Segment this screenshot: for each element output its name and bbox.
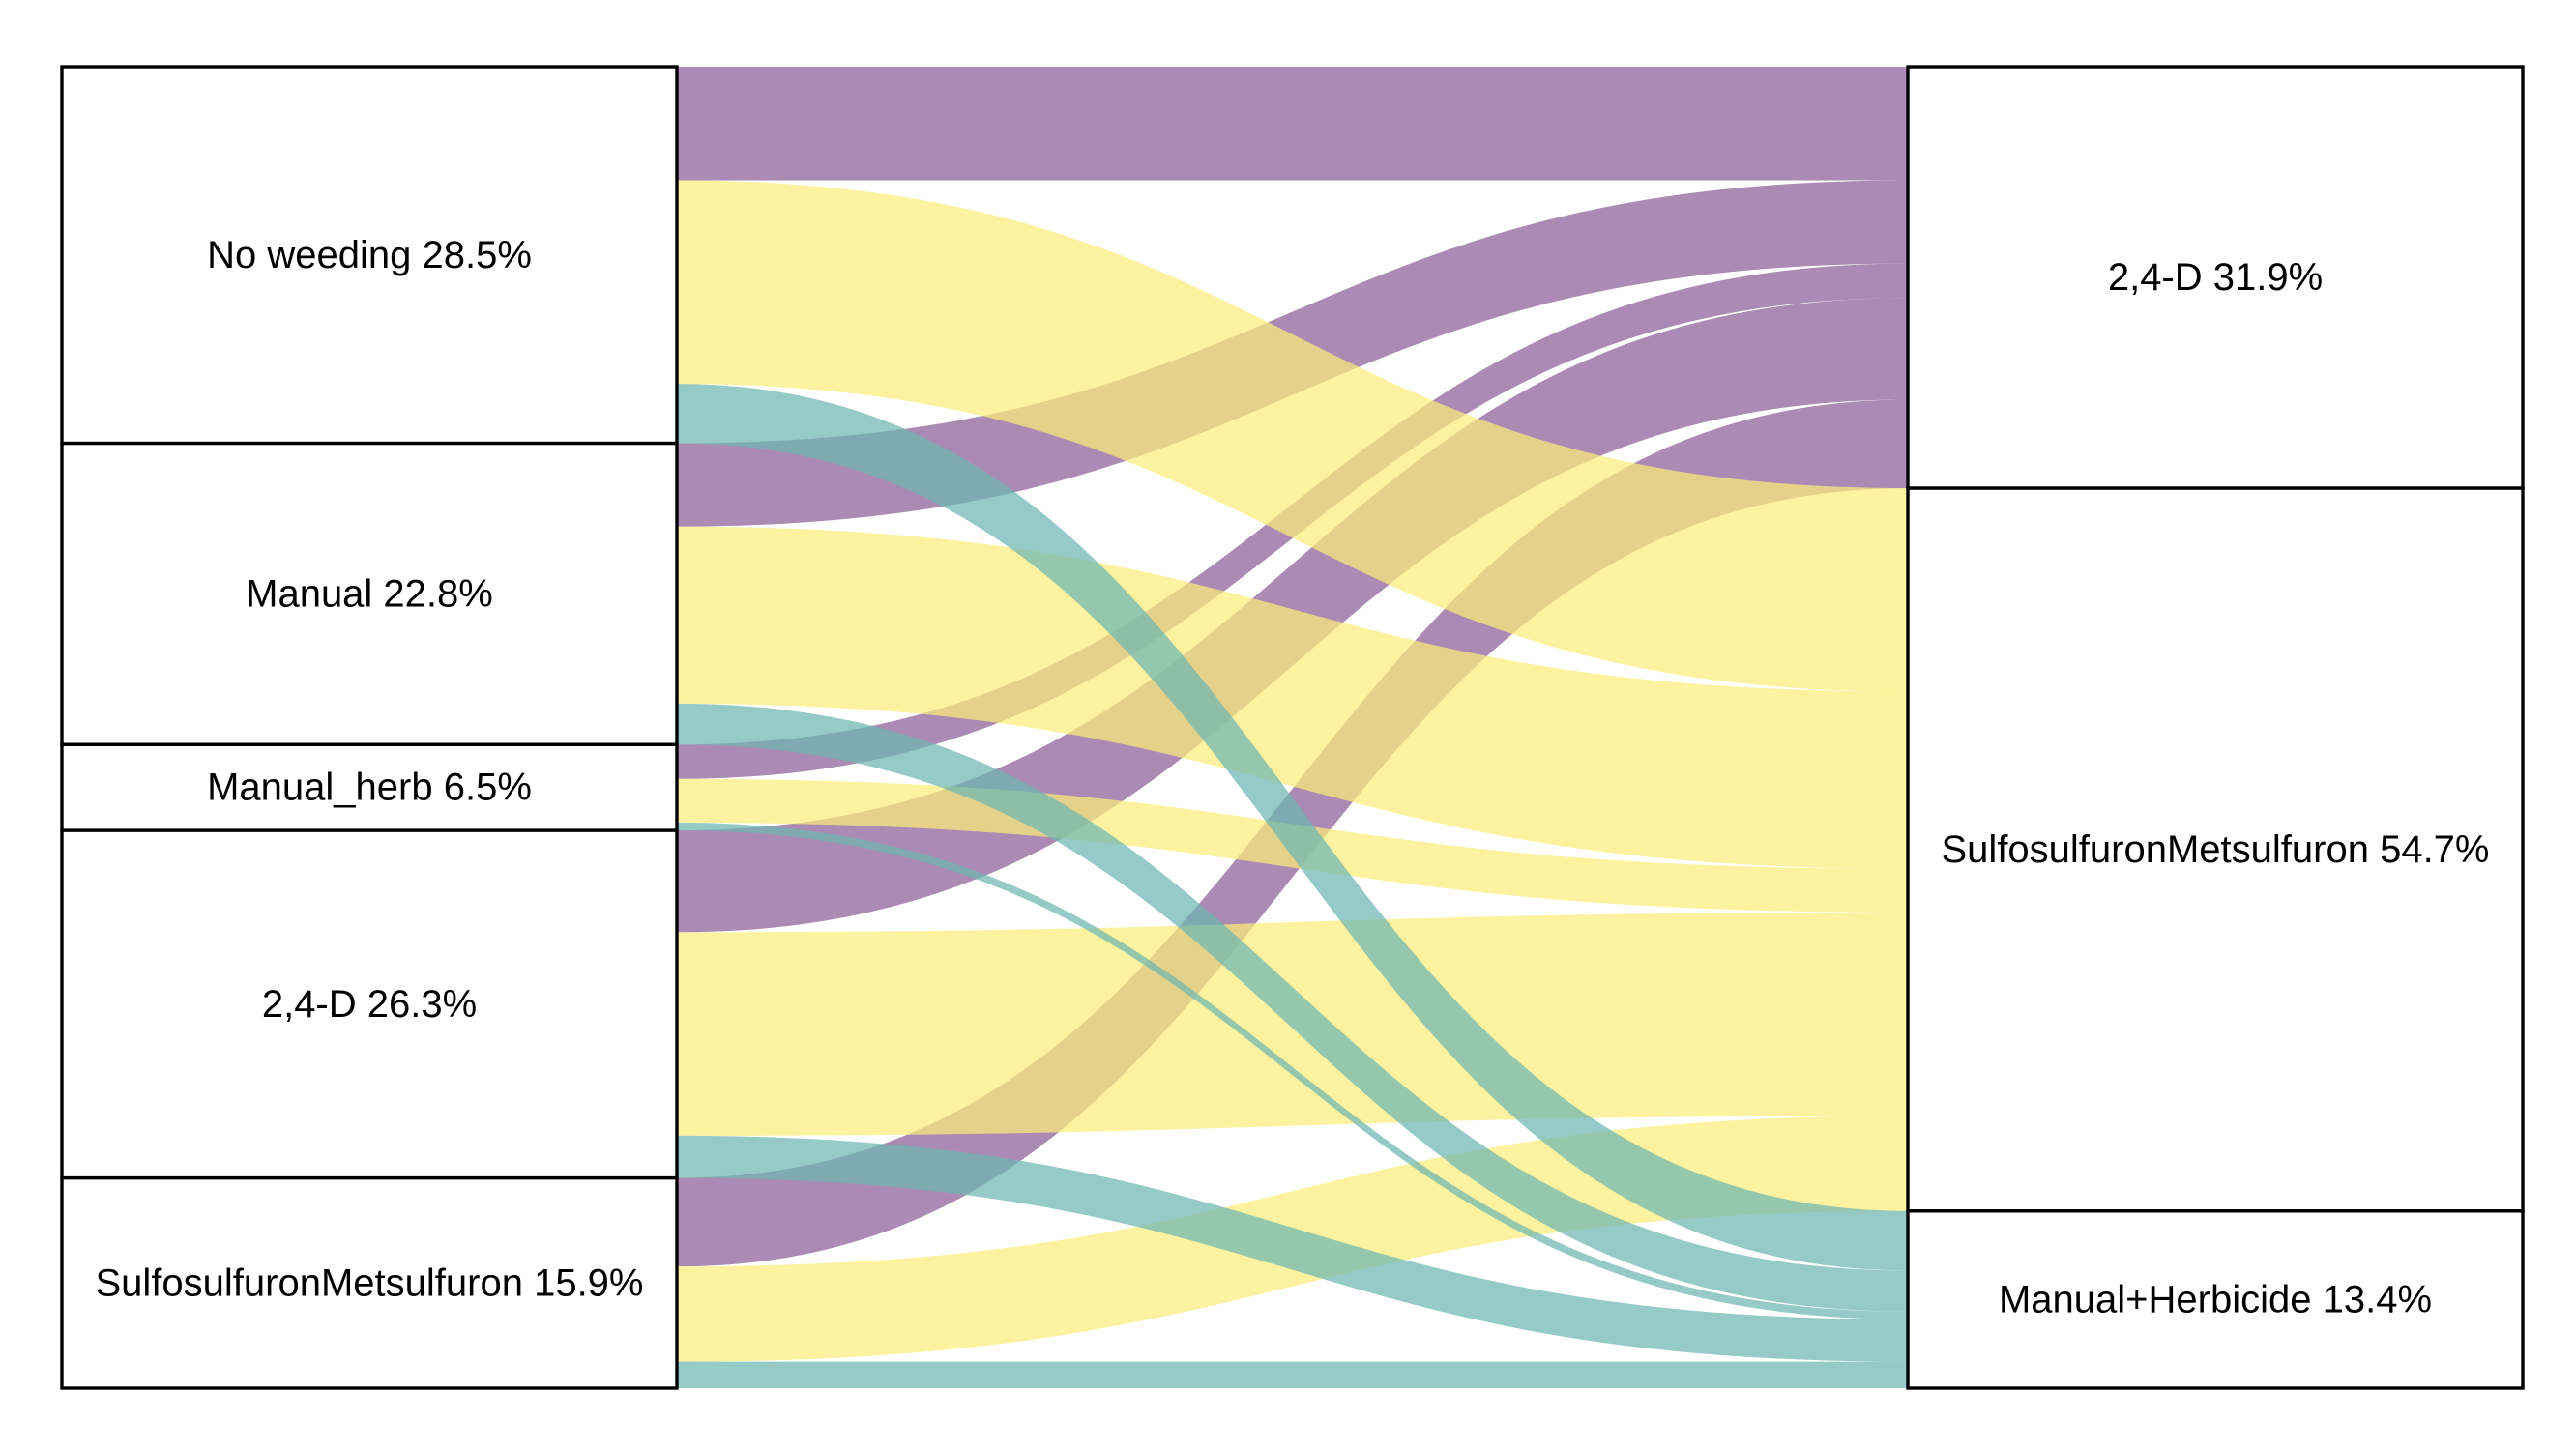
left-node-label-2-4-d: 2,4-D 26.3% bbox=[261, 982, 478, 1026]
right-node-label-manual-herbicide: Manual+Herbicide 13.4% bbox=[1998, 1278, 2433, 1321]
right-node-label-sulfosulfuronmetsulfuron: SulfosulfuronMetsulfuron 54.7% bbox=[1941, 827, 2490, 871]
flow-sulfosulfuronmetsulfuron-to-manual-herbicide bbox=[677, 1362, 1908, 1388]
right-node-label-2-4-d: 2,4-D 31.9% bbox=[2107, 256, 2324, 300]
left-node-label-manual-herb: Manual_herb 6.5% bbox=[207, 766, 532, 809]
left-node-label-sulfosulfuronmetsulfuron: SulfosulfuronMetsulfuron 15.9% bbox=[95, 1262, 644, 1305]
flows-layer bbox=[677, 67, 1908, 1388]
flow-no-weeding-to-2-4-d bbox=[677, 67, 1908, 181]
left-node-label-manual: Manual 22.8% bbox=[246, 572, 493, 616]
left-node-label-no-weeding: No weeding 28.5% bbox=[207, 233, 532, 276]
